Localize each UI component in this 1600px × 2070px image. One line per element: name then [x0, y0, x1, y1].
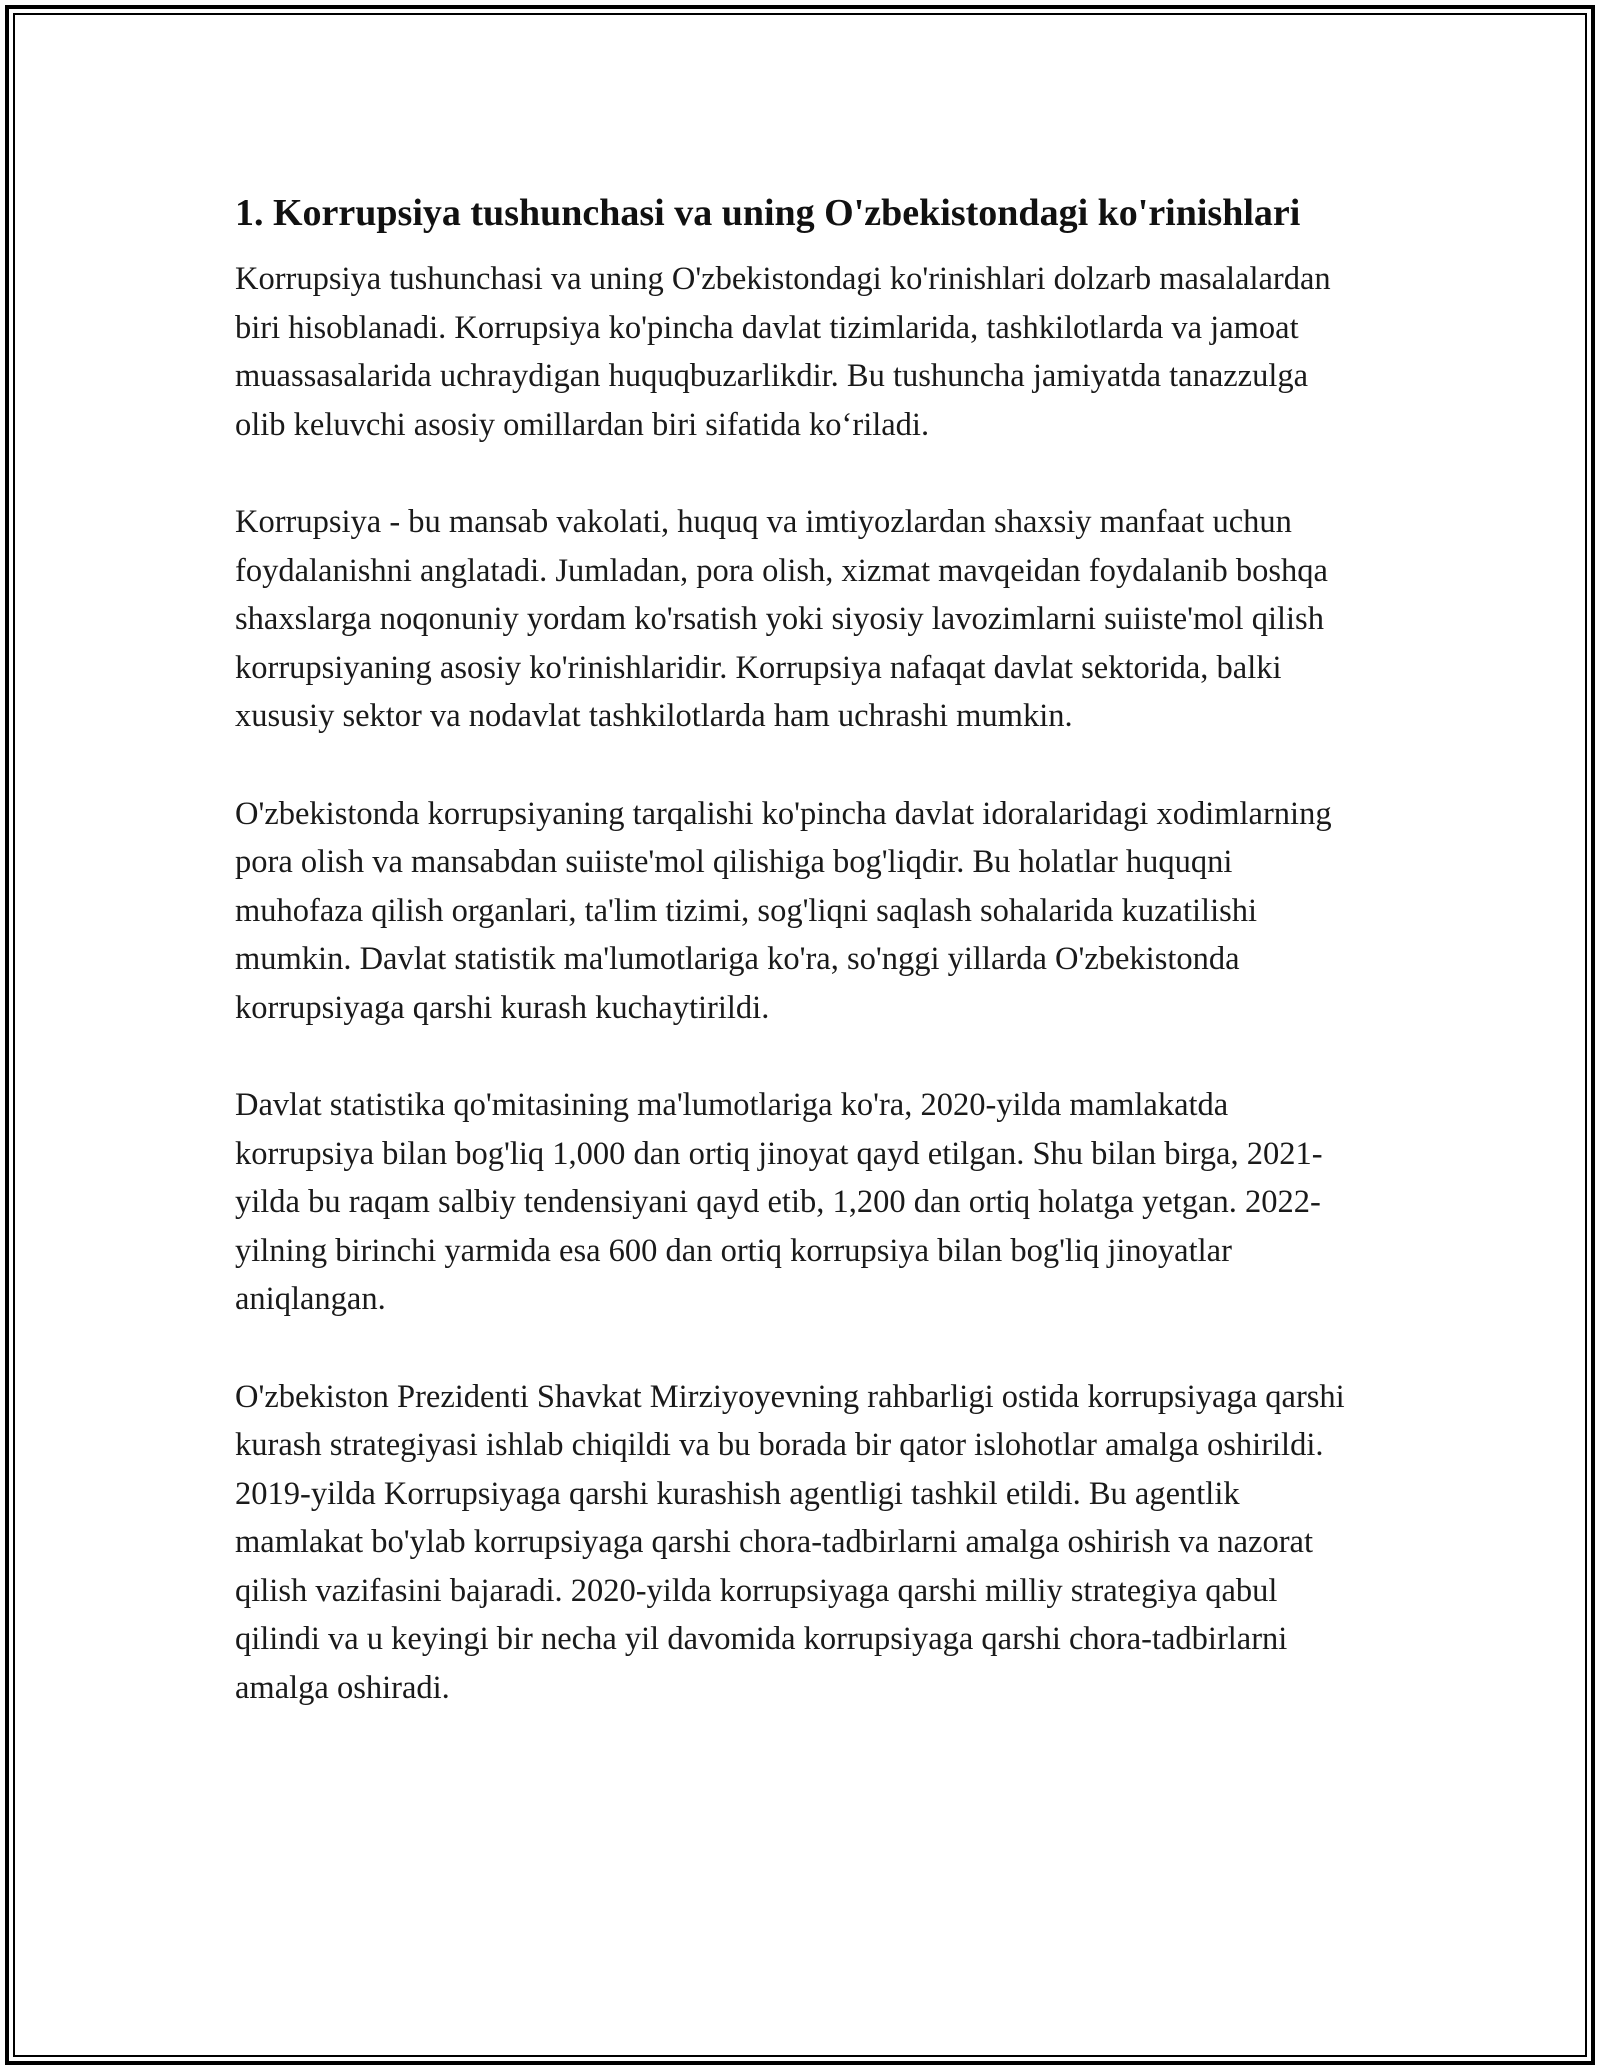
section-title: 1. Korrupsiya tushunchasi va uning O'zbekistondagi ko'rinishlari: [235, 192, 1301, 234]
paragraph-corruption-meaning: Korrupsiya - bu mansab vakolati, huquq va imtiyozlardan shaxsiy manfaat uchun foydalanishni anglatadi. Jumladan, pora olish, xizmat mavqeidan foydalanib boshqa shaxslarga noqonuniy yordam ko'rsatish yoki siyosiy lavozimlarni suiiste'mol qilish korrupsiyaning asosiy ko'rinishlaridir. Korrupsiya nafaqat davlat sektorida, balki xususiy sektor va nodavlat tashkilotlarda ham uchrashi mumkin.: [235, 504, 1328, 734]
paragraph-statistics: Davlat statistika qo'mitasining ma'lumotlariga ko'ra, 2020-yilda mamlakatda korrupsiya bilan bog'liq 1,000 dan ortiq jinoyat qayd etilgan. Shu bilan birga, 2021-yilda bu raqam salbiy tendensiyani qayd etib, 1,200 dan ortiq holatga yetgan. 2022-yilning birinchi yarmida esa 600 dan ortiq korrupsiya bilan bog'liq jinoyatlar aniqlangan.: [235, 1087, 1323, 1317]
paragraph-spread-in-uzbekistan: O'zbekistonda korrupsiyaning tarqalishi ko'pincha davlat idoralaridagi xodimlarning pora olish va mansabdan suiiste'mol qilishiga bog'liqdir. Bu holatlar huquqni muhofaza qilish organlari, ta'lim tizimi, sog'liqni saqlash sohalarida kuzatilishi mumkin. Davlat statistik ma'lumotlariga ko'ra, so'nggi yillarda O'zbekistonda korrupsiyaga qarshi kurash kuchaytirildi.: [235, 795, 1332, 1026]
paragraph-definition-intro: Korrupsiya tushunchasi va uning O'zbekistondagi ko'rinishlari dolzarb masalalardan biri hisoblanadi. Korrupsiya ko'pincha davlat tizimlarida, tashkilotlarda va jamoat muassasalarida uchraydigan huquqbuzarlikdir. Bu tushuncha jamiyatda tanazzulga olib keluvchi asosiy omillardan biri sifatida ko‘riladi.: [235, 261, 1331, 443]
document-body: [235, 186, 1365, 1761]
paragraph-reforms: O'zbekiston Prezidenti Shavkat Mirziyoyevning rahbarligi ostida korrupsiyaga qarshi kurash strategiyasi ishlab chiqildi va bu borada bir qator islohotlar amalga oshirildi. 2019-yilda Korrupsiyaga qarshi kurashish agentligi tashkil etildi. Bu agentlik mamlakat bo'ylab korrupsiyaga qarshi chora-tadbirlarni amalga oshirish va nazorat qilish vazifasini bajaradi. 2020-yilda korrupsiyaga qarshi milliy strategiya qabul qilindi va u keyingi bir necha yil davomida korrupsiyaga qarshi chora-tadbirlarni amalga oshiradi.: [235, 1378, 1345, 1706]
